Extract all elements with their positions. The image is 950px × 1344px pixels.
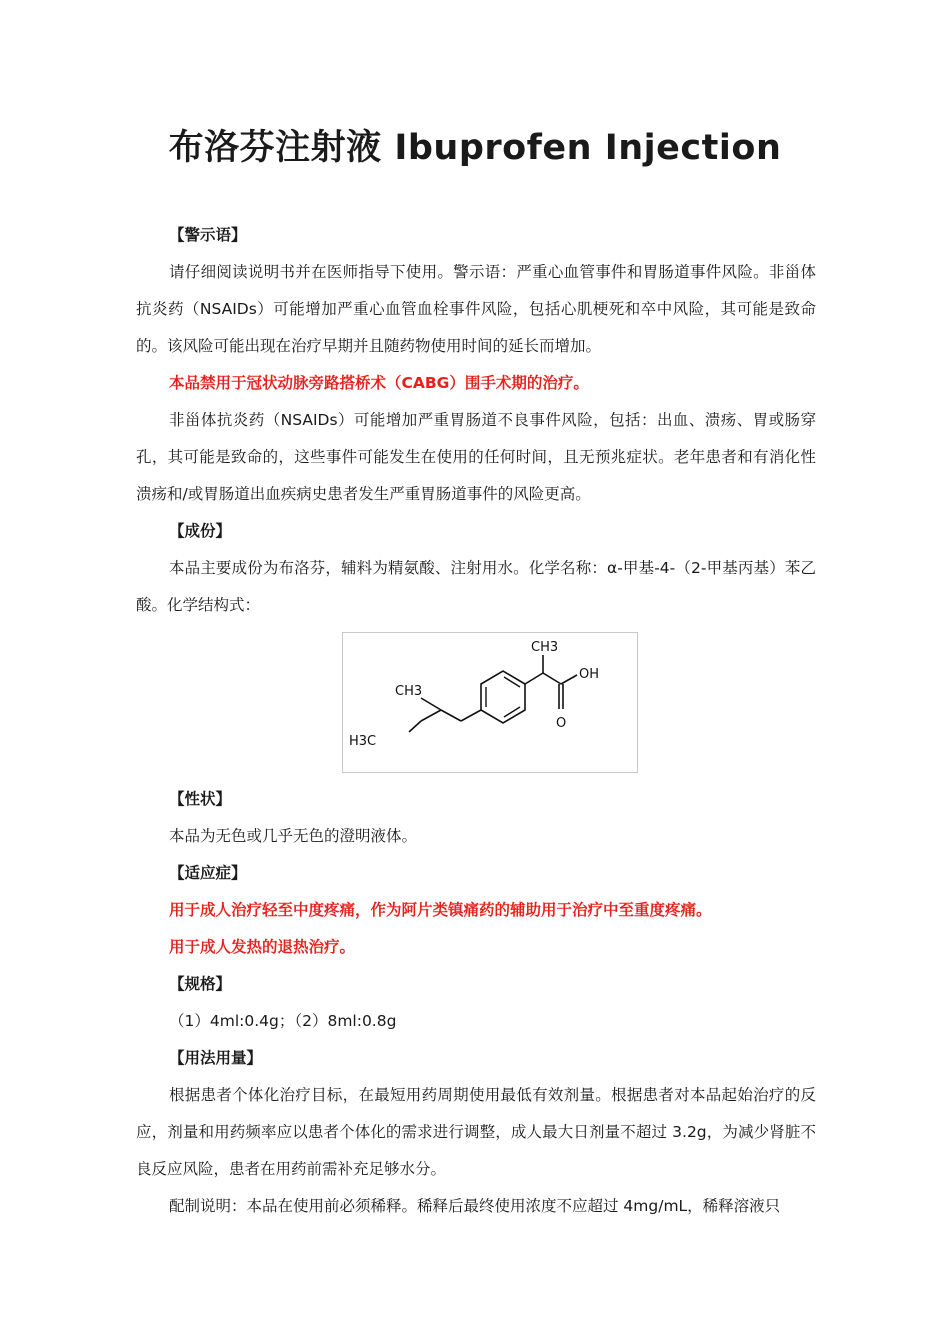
warning-gi-paragraph: 非甾体抗炎药（NSAIDs）可能增加严重胃肠道不良事件风险，包括：出血、溃疡、胃或肠穿孔，其可能是致命的，这些事件可能发生在使用的任何时间，且无预兆症状。老年患者和有消化性溃疡和/或胃肠道出血疾病史患者发生严重胃肠道事件的风险更高。 bbox=[136, 411, 816, 503]
chemical-structure-diagram bbox=[343, 633, 637, 772]
indication-pain: 用于成人治疗轻至中度疼痛，作为阿片类镇痛药的辅助用于治疗中至重度疼痛。 bbox=[169, 901, 712, 919]
properties-heading: 【性状】 bbox=[169, 790, 232, 808]
specification-heading: 【规格】 bbox=[169, 975, 232, 993]
label-ch3-top: CH3 bbox=[531, 640, 559, 655]
label-h3c: H3C bbox=[349, 734, 377, 749]
label-carbonyl-o: O bbox=[556, 716, 567, 731]
document-body bbox=[136, 217, 816, 1225]
indications-heading: 【适应症】 bbox=[169, 864, 247, 882]
label-oh: OH bbox=[579, 667, 600, 682]
composition-heading: 【成份】 bbox=[169, 522, 232, 540]
specification-paragraph: （1）4ml:0.4g；（2）8ml:0.8g bbox=[169, 1012, 397, 1030]
indication-fever: 用于成人发热的退热治疗。 bbox=[169, 938, 356, 956]
dosage-paragraph: 根据患者个体化治疗目标，在最短用药周期使用最低有效剂量。根据患者对本品起始治疗的反应，剂量和用药频率应以患者个体化的需求进行调整，成人最大日剂量不超过 3.2g，为减少肾脏不良反应风险，患者在用药前需补充足够水分。 bbox=[136, 1086, 816, 1178]
properties-paragraph: 本品为无色或几乎无色的澄明液体。 bbox=[169, 827, 418, 845]
page-title: 布洛芬注射液 Ibuprofen Injection bbox=[168, 128, 782, 168]
warning-contraindication: 本品禁用于冠状动脉旁路搭桥术（CABG）围手术期的治疗。 bbox=[169, 374, 589, 392]
preparation-paragraph: 配制说明：本品在使用前必须稀释。稀释后最终使用浓度不应超过 4mg/mL，稀释溶液只 bbox=[169, 1197, 781, 1215]
label-ch3-branch: CH3 bbox=[395, 684, 423, 699]
warning-paragraph: 请仔细阅读说明书并在医师指导下使用。警示语：严重心血管事件和胃肠道事件风险。非甾体抗炎药（NSAIDs）可能增加严重心血管血栓事件风险，包括心肌梗死和卒中风险，其可能是致命的。该风险可能出现在治疗早期并且随药物使用时间的延长而增加。 bbox=[136, 263, 816, 355]
warning-heading: 【警示语】 bbox=[169, 226, 247, 244]
dosage-heading: 【用法用量】 bbox=[169, 1049, 263, 1067]
chemical-structure-figure bbox=[342, 632, 638, 773]
composition-paragraph: 本品主要成份为布洛芬，辅料为精氨酸、注射用水。化学名称：α-甲基-4-（2-甲基丙基）苯乙酸。化学结构式： bbox=[136, 559, 816, 614]
